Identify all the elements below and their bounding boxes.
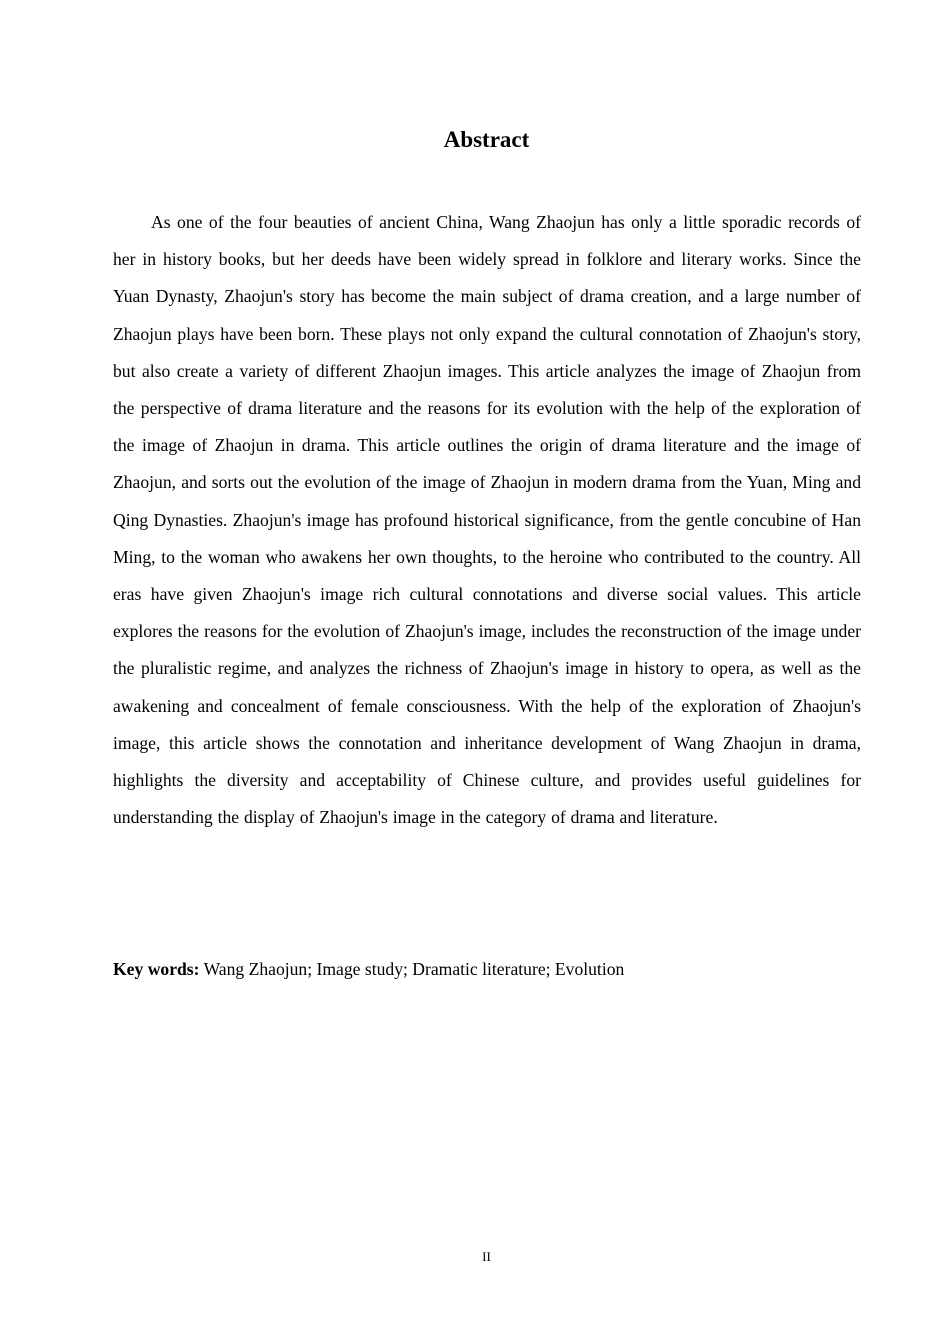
abstract-paragraph: As one of the four beauties of ancient China, Wang Zhaojun has only a little sporadic records of her in history books, but her deeds have been widely spread in folklore and literary works. Since the Yuan Dynasty, Zhaojun's story has become the main subject of drama creation, and a large number of Zhaojun plays have been born. These plays not only expand the cultural connotation of Zhaojun's story, but also create a variety of different Zhaojun images. This article analyzes the image of Zhaojun from the perspective of drama literature and the reasons for its evolution with the help of the exploration of the image of Zhaojun in drama. This article outlines the origin of drama literature and the image of Zhaojun, and sorts out the evolution of the image of Zhaojun in modern drama from the Yuan, Ming and Qing Dynasties. Zhaojun's image has profound historical significance, from the gentle concubine of Han Ming, to the woman who awakens her own thoughts, to the heroine who contributed to the country. All eras have given Zhaojun's image rich cultural connotations and diverse social values. This article explores the reasons for the evolution of Zhaojun's image, includes the reconstruction of the image under the pluralistic regime, and analyzes the richness of Zhaojun's image in history to opera, as well as the awakening and concealment of female consciousness. With the help of the exploration of Zhaojun's image, this article shows the connotation and inheritance development of Wang Zhaojun in drama, highlights the diversity and acceptability of Chinese culture, and provides useful guidelines for understanding the display of Zhaojun's image in the category of drama and literature. [113,212,861,828]
page-title: Abstract [443,127,530,152]
keywords-value: Wang Zhaojun; Image study; Dramatic literature; Evolution [203,959,625,979]
keywords-line [113,956,861,982]
keywords-label: Key words: [113,959,200,979]
page-number: II [482,1249,491,1264]
